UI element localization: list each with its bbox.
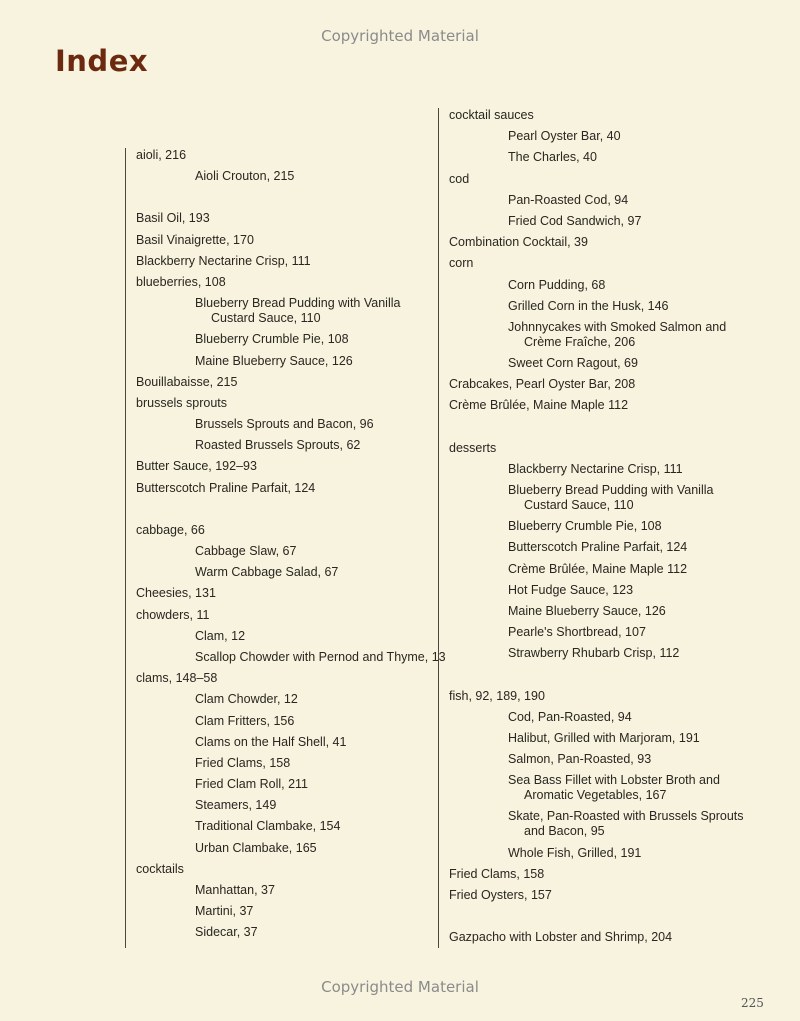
index-subentry: Crème Brûlée, Maine Maple 112 bbox=[508, 561, 688, 576]
index-subentry: Maine Blueberry Sauce, 126 bbox=[508, 603, 666, 618]
index-entry: clams, 148–58 bbox=[136, 671, 218, 686]
index-subentry bbox=[439, 320, 759, 350]
index-entry: Butterscotch Praline Parfait, 124 bbox=[136, 480, 316, 495]
section-gap bbox=[439, 909, 759, 930]
copyright-watermark-bottom: Copyrighted Material bbox=[321, 978, 479, 996]
index-subentry: Sweet Corn Ragout, 69 bbox=[508, 356, 638, 371]
index-subentry: The Charles, 40 bbox=[508, 150, 597, 165]
index-entry: Combination Cocktail, 39 bbox=[449, 235, 588, 250]
index-subentry: Hot Fudge Sauce, 123 bbox=[508, 582, 634, 597]
entry-text: Blueberry Bread Pudding with Vanilla bbox=[195, 296, 401, 311]
index-subentry: Warm Cabbage Salad, 67 bbox=[195, 565, 339, 580]
index-subentry: Cod, Pan-Roasted, 94 bbox=[508, 709, 632, 724]
index-subentry: Grilled Corn in the Husk, 146 bbox=[508, 298, 669, 313]
index-entry: cocktails bbox=[136, 861, 184, 876]
index-subentry: Salmon, Pan-Roasted, 93 bbox=[508, 752, 652, 767]
entry-continuation: Custard Sauce, 110 bbox=[524, 498, 634, 512]
index-entry: chowders, 11 bbox=[136, 607, 210, 622]
index-subentry: Clam, 12 bbox=[195, 628, 246, 643]
index-subentry: Blueberry Crumble Pie, 108 bbox=[195, 332, 349, 347]
index-subentry: Pan-Roasted Cod, 94 bbox=[508, 192, 629, 207]
index-subentry bbox=[439, 483, 759, 513]
index-entry: Butter Sauce, 192–93 bbox=[136, 459, 257, 474]
section-gap bbox=[126, 190, 436, 211]
index-subentry: Aioli Crouton, 215 bbox=[195, 169, 295, 184]
index-column-left bbox=[125, 148, 446, 948]
index-entry: cod bbox=[449, 171, 470, 186]
entry-continuation: and Bacon, 95 bbox=[524, 824, 605, 839]
index-entry: Blackberry Nectarine Crisp, 111 bbox=[136, 253, 311, 268]
entry-continuation: Aromatic Vegetables, 167 bbox=[524, 788, 667, 803]
index-entry: Crabcakes, Pearl Oyster Bar, 208 bbox=[449, 377, 636, 392]
entry-text: Blueberry Bread Pudding with Vanilla bbox=[508, 483, 714, 497]
page-title: Index bbox=[55, 44, 149, 78]
index-subentry: Strawberry Rhubarb Crisp, 112 bbox=[508, 646, 680, 661]
index-entry: fish, 92, 189, 190 bbox=[449, 688, 545, 703]
index-subentry: Traditional Clambake, 154 bbox=[195, 819, 341, 834]
index-entry: Bouillabaisse, 215 bbox=[136, 374, 238, 389]
index-entry: Crème Brûlée, Maine Maple 112 bbox=[449, 398, 629, 413]
index-subentry bbox=[126, 296, 436, 326]
index-entry: corn bbox=[449, 256, 474, 271]
index-subentry: Clams on the Half Shell, 41 bbox=[195, 734, 347, 749]
index-subentry: Pearle's Shortbread, 107 bbox=[508, 625, 646, 640]
index-subentry: Urban Clambake, 165 bbox=[195, 840, 317, 855]
index-subentry: Fried Clams, 158 bbox=[195, 755, 291, 770]
index-entry: Basil Vinaigrette, 170 bbox=[136, 232, 254, 247]
index-entry: Fried Oysters, 157 bbox=[449, 888, 552, 902]
index-subentry: Roasted Brussels Sprouts, 62 bbox=[195, 438, 361, 453]
index-subentry bbox=[439, 773, 759, 803]
index-entry: aioli, 216 bbox=[136, 148, 187, 162]
entry-text: Sea Bass Fillet with Lobster Broth and bbox=[508, 773, 720, 788]
entry-text: Johnnycakes with Smoked Salmon and bbox=[508, 319, 727, 334]
index-entry: blueberries, 108 bbox=[136, 274, 226, 289]
index-subentry: Halibut, Grilled with Marjoram, 191 bbox=[508, 730, 700, 745]
entry-continuation: Crème Fraîche, 206 bbox=[524, 334, 636, 349]
index-column-right bbox=[438, 108, 759, 948]
index-entry: brussels sprouts bbox=[136, 395, 228, 410]
index-subentry: Blackberry Nectarine Crisp, 111 bbox=[508, 461, 683, 476]
index-subentry: Fried Cod Sandwich, 97 bbox=[508, 213, 642, 228]
index-subentry: Clam Chowder, 12 bbox=[195, 692, 298, 707]
section-gap bbox=[126, 502, 436, 523]
index-entry: Basil Oil, 193 bbox=[136, 211, 210, 226]
index-subentry: Scallop Chowder with Pernod and Thyme, 13 bbox=[195, 649, 446, 664]
index-subentry bbox=[439, 809, 759, 839]
index-entry: Cheesies, 131 bbox=[136, 586, 216, 601]
index-subentry: Steamers, 149 bbox=[195, 798, 277, 813]
index-subentry: Maine Blueberry Sauce, 126 bbox=[195, 353, 353, 368]
index-subentry: Blueberry Crumble Pie, 108 bbox=[508, 519, 662, 534]
index-entry: Gazpacho with Lobster and Shrimp, 204 bbox=[449, 930, 673, 945]
index-subentry: Clam Fritters, 156 bbox=[195, 713, 295, 728]
index-subentry: Manhattan, 37 bbox=[195, 883, 275, 897]
entry-text: Skate, Pan-Roasted with Brussels Sprouts bbox=[508, 809, 744, 824]
index-subentry: Corn Pudding, 68 bbox=[508, 277, 606, 292]
index-subentry: Fried Clam Roll, 211 bbox=[195, 777, 309, 792]
index-entry: cocktail sauces bbox=[449, 108, 534, 122]
section-gap bbox=[439, 668, 759, 689]
copyright-watermark-top: Copyrighted Material bbox=[321, 27, 479, 45]
index-entry: desserts bbox=[449, 440, 497, 455]
index-subentry: Martini, 37 bbox=[195, 904, 254, 919]
index-subentry: Pearl Oyster Bar, 40 bbox=[508, 129, 621, 144]
entry-continuation: Custard Sauce, 110 bbox=[211, 311, 321, 326]
index-subentry: Cabbage Slaw, 67 bbox=[195, 544, 297, 558]
index-subentry: Butterscotch Praline Parfait, 124 bbox=[508, 540, 688, 555]
index-entry: cabbage, 66 bbox=[136, 522, 205, 537]
section-gap bbox=[439, 420, 759, 441]
index-subentry: Brussels Sprouts and Bacon, 96 bbox=[195, 417, 374, 432]
index-subentry: Whole Fish, Grilled, 191 bbox=[508, 845, 642, 860]
page-number: 225 bbox=[741, 996, 764, 1010]
index-subentry: Sidecar, 37 bbox=[195, 925, 258, 940]
index-entry: Fried Clams, 158 bbox=[449, 866, 545, 881]
